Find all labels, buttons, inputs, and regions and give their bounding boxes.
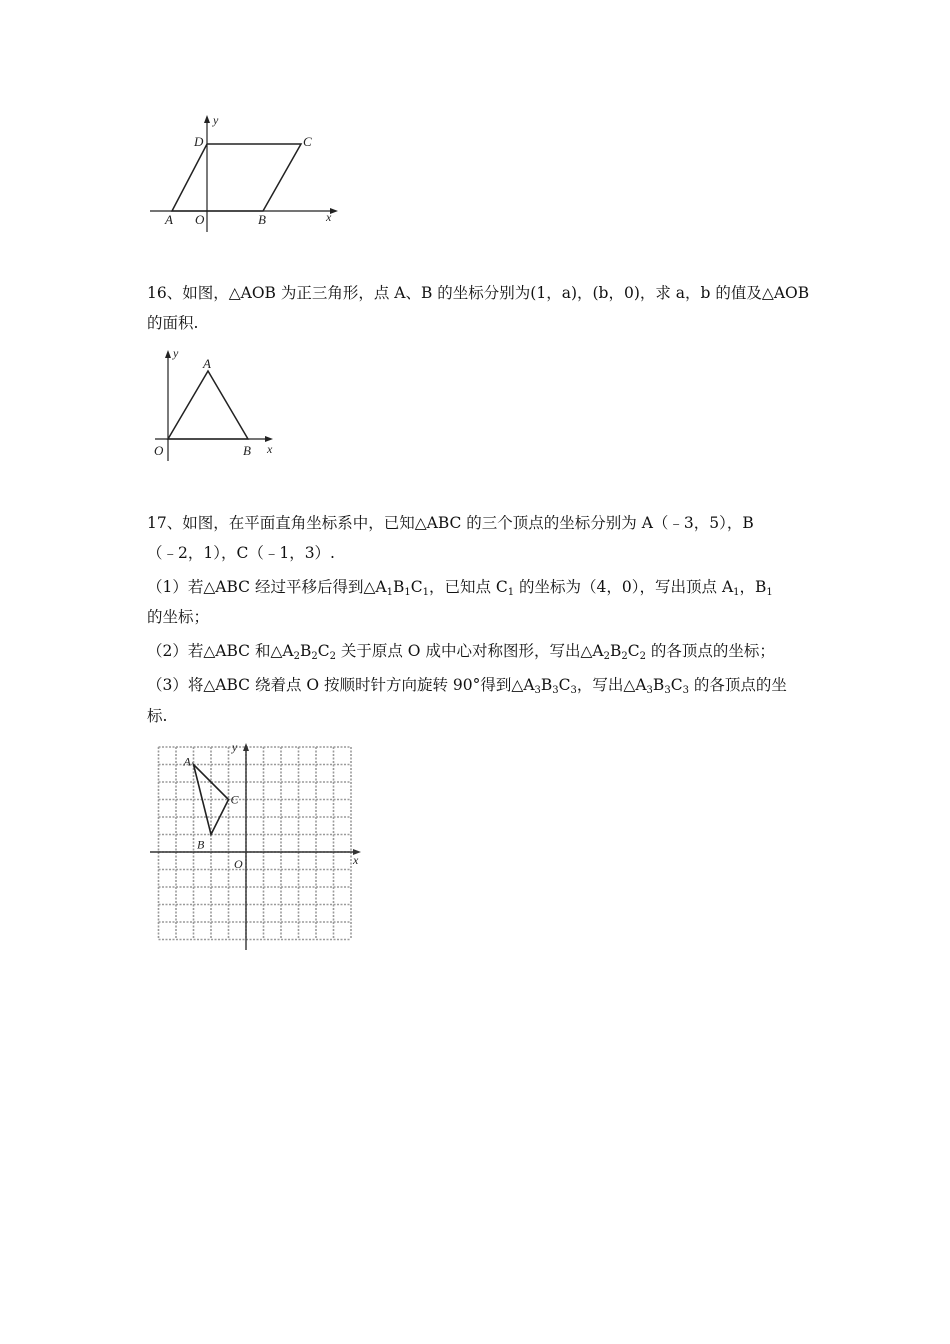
label-x: x [353,853,359,867]
label-c: C [303,134,312,149]
label-x: x [326,210,332,224]
q17-part1-line1: （1）若△ABC 经过平移后得到$\triangle A_1B_1C_1$，已知点 $C_1$ 的坐标为（4，0），写出顶点 $A_1$，$B_1$ [147,578,773,598]
label-a: A [203,356,211,371]
label-x: x [267,442,273,456]
label-a: A [165,212,173,227]
q17-intro-line1: 17、如图，在平面直角坐标系中，已知△ABC 的三个顶点的坐标分别为 A（﹣3，5），B [147,514,754,532]
parallelogram-abcd [172,144,301,211]
label-c: C [230,792,239,807]
label-o: O [154,443,164,458]
figure-grid-triangle-abc [150,742,365,952]
label-b: B [258,212,266,227]
label-a: A [183,754,191,769]
figure-parallelogram [140,108,350,240]
q16-line2: 的面积. [147,314,199,332]
q17-part3-line2: 标. [147,707,168,725]
label-y: y [232,742,238,754]
q17-intro-line2: （﹣2，1），C（﹣1，3）. [147,544,335,562]
q17-part1-line2: 的坐标； [147,608,210,626]
label-o: O [195,212,205,227]
q16-line1: 16、如图，△AOB 为正三角形，点 A、B 的坐标分别为(1，a)，(b，0)，求 a，b 的值及△AOB [147,284,810,302]
label-o: O [234,857,243,871]
label-y: y [173,346,179,360]
label-b: B [197,837,205,852]
y-axis-arrow [204,115,210,123]
label-y: y [213,113,219,127]
label-d: D [194,134,204,149]
q17-part2: （2）若△ABC 和$\triangle A_2B_2C_2$ 关于原点 O 成中心对称图形，写出$\triangle A_2B_2C_2$ 的各顶点的坐标； [147,642,775,662]
q17-part3-line1: （3）将△ABC 绕着点 O 按顺时针方向旋转 90°得到$\triangle A_3B_3C_3$，写出$\triangle A_3B_3C_3$ 的各顶点的坐 [147,676,787,696]
y-axis-arrow [165,350,171,358]
label-b: B [243,443,251,458]
triangle-aob [168,371,248,439]
figure-triangle-aob [145,343,285,465]
